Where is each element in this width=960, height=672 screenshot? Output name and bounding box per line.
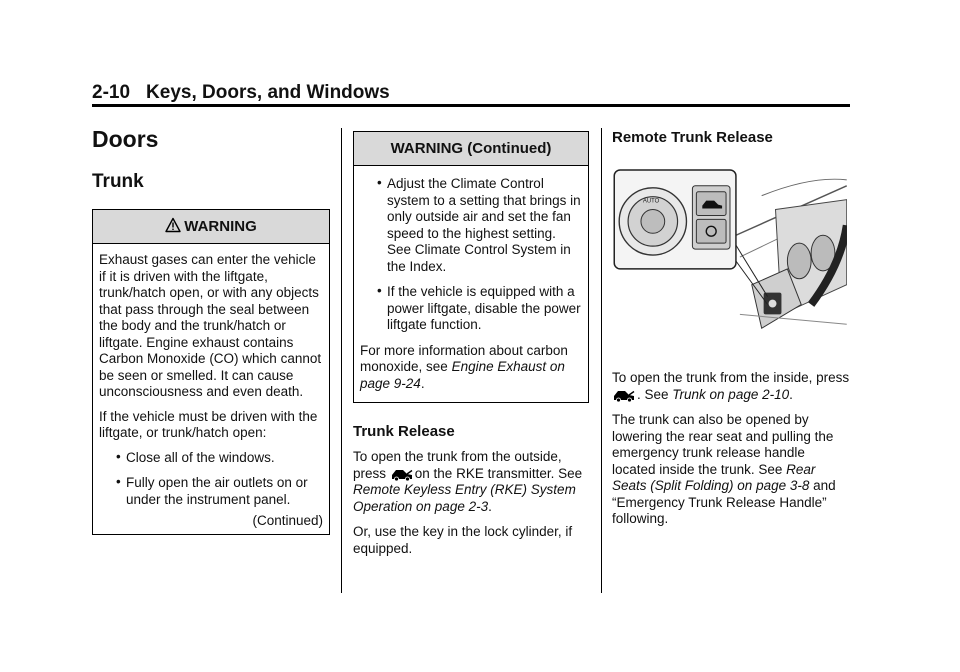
column-2 xyxy=(353,131,589,557)
trunk-release-title: Trunk Release xyxy=(353,423,455,440)
trunk-release-car-icon xyxy=(391,468,413,482)
column-1 xyxy=(92,120,330,535)
warning-paragraph-2: If the vehicle must be driven with the liftgate, or trunk/hatch open: xyxy=(99,408,318,440)
warning-more-info: For more information about carbon monoxide, see Engine Exhaust on page 9-24. xyxy=(360,342,568,391)
cross-reference-link[interactable]: Engine Exhaust on page 9-24 xyxy=(360,359,565,391)
rear-seat-release-text: The trunk can also be opened by lowering the rear seat and pulling the emergency trunk release handle located inside the trunk. See Rear Seats (Split Folding) on page 3-8 and “Emergency Trunk Release Handle” following. xyxy=(612,412,836,526)
remote-trunk-release-illustration xyxy=(612,165,848,353)
warning-bullet: • Fully open the air outlets on or under the instrument panel. xyxy=(116,474,308,507)
page-number: 2-10 xyxy=(92,82,131,103)
warning-body xyxy=(93,244,329,534)
section-title: Doors xyxy=(92,126,159,152)
warning-continued-header: WARNING (Continued) xyxy=(354,132,588,166)
warning-triangle-icon xyxy=(165,217,181,233)
column-divider-1 xyxy=(341,128,342,593)
warning-bullet: • Adjust the Climate Control system to a setting that brings in only outside air and set the fan speed to the highest setting. See Climate Control System in the Index. xyxy=(377,175,581,274)
trunk-release-car-icon xyxy=(613,389,635,403)
warning-continued-box xyxy=(353,131,589,403)
trunk-release-text: To open the trunk from the outside, press on the RKE transmitter. See Remote Keyless Entry (RKE) System Operation on page 2-3. xyxy=(353,449,583,514)
column-3 xyxy=(612,129,852,528)
warning-continued-body xyxy=(354,166,588,402)
cross-reference-link[interactable]: Rear Seats (Split Folding) on page 3-8 xyxy=(612,461,816,493)
column-divider-2 xyxy=(601,128,602,593)
remote-release-text: To open the trunk from the inside, press . See Trunk on page 2-10. xyxy=(612,370,850,402)
warning-paragraph-1: Exhaust gases can enter the vehicle if it is driven with the liftgate, trunk/hatch open, or with any objects that pass through the seal between the body and the trunk/hatch or liftgate. Engine exhaust contains Carbon Monoxide (CO) which cannot be seen or smelled. It can cause unconsciousness and even death. xyxy=(99,252,322,399)
chapter-title: Keys, Doors, and Windows xyxy=(146,82,390,103)
warning-header xyxy=(93,210,329,244)
warning-bullet: • If the vehicle is equipped with a power liftgate, disable the power liftgate function. xyxy=(377,283,581,332)
warning-box xyxy=(92,209,330,535)
svg-text:AUTO: AUTO xyxy=(642,198,660,205)
subsection-title: Trunk xyxy=(92,171,144,192)
page-header xyxy=(92,82,390,104)
header-rule xyxy=(92,104,850,107)
warning-bullet: • Close all of the windows. xyxy=(116,448,275,465)
warning-label: WARNING xyxy=(184,218,257,235)
remote-trunk-release-title: Remote Trunk Release xyxy=(612,129,773,146)
lock-cylinder-text: Or, use the key in the lock cylinder, if equipped. xyxy=(353,524,573,556)
cross-reference-link[interactable]: Remote Keyless Entry (RKE) System Operation on page 2-3 xyxy=(353,482,576,514)
continued-label: (Continued) xyxy=(252,513,323,528)
cross-reference-link[interactable]: Trunk on page 2-10 xyxy=(672,386,790,402)
